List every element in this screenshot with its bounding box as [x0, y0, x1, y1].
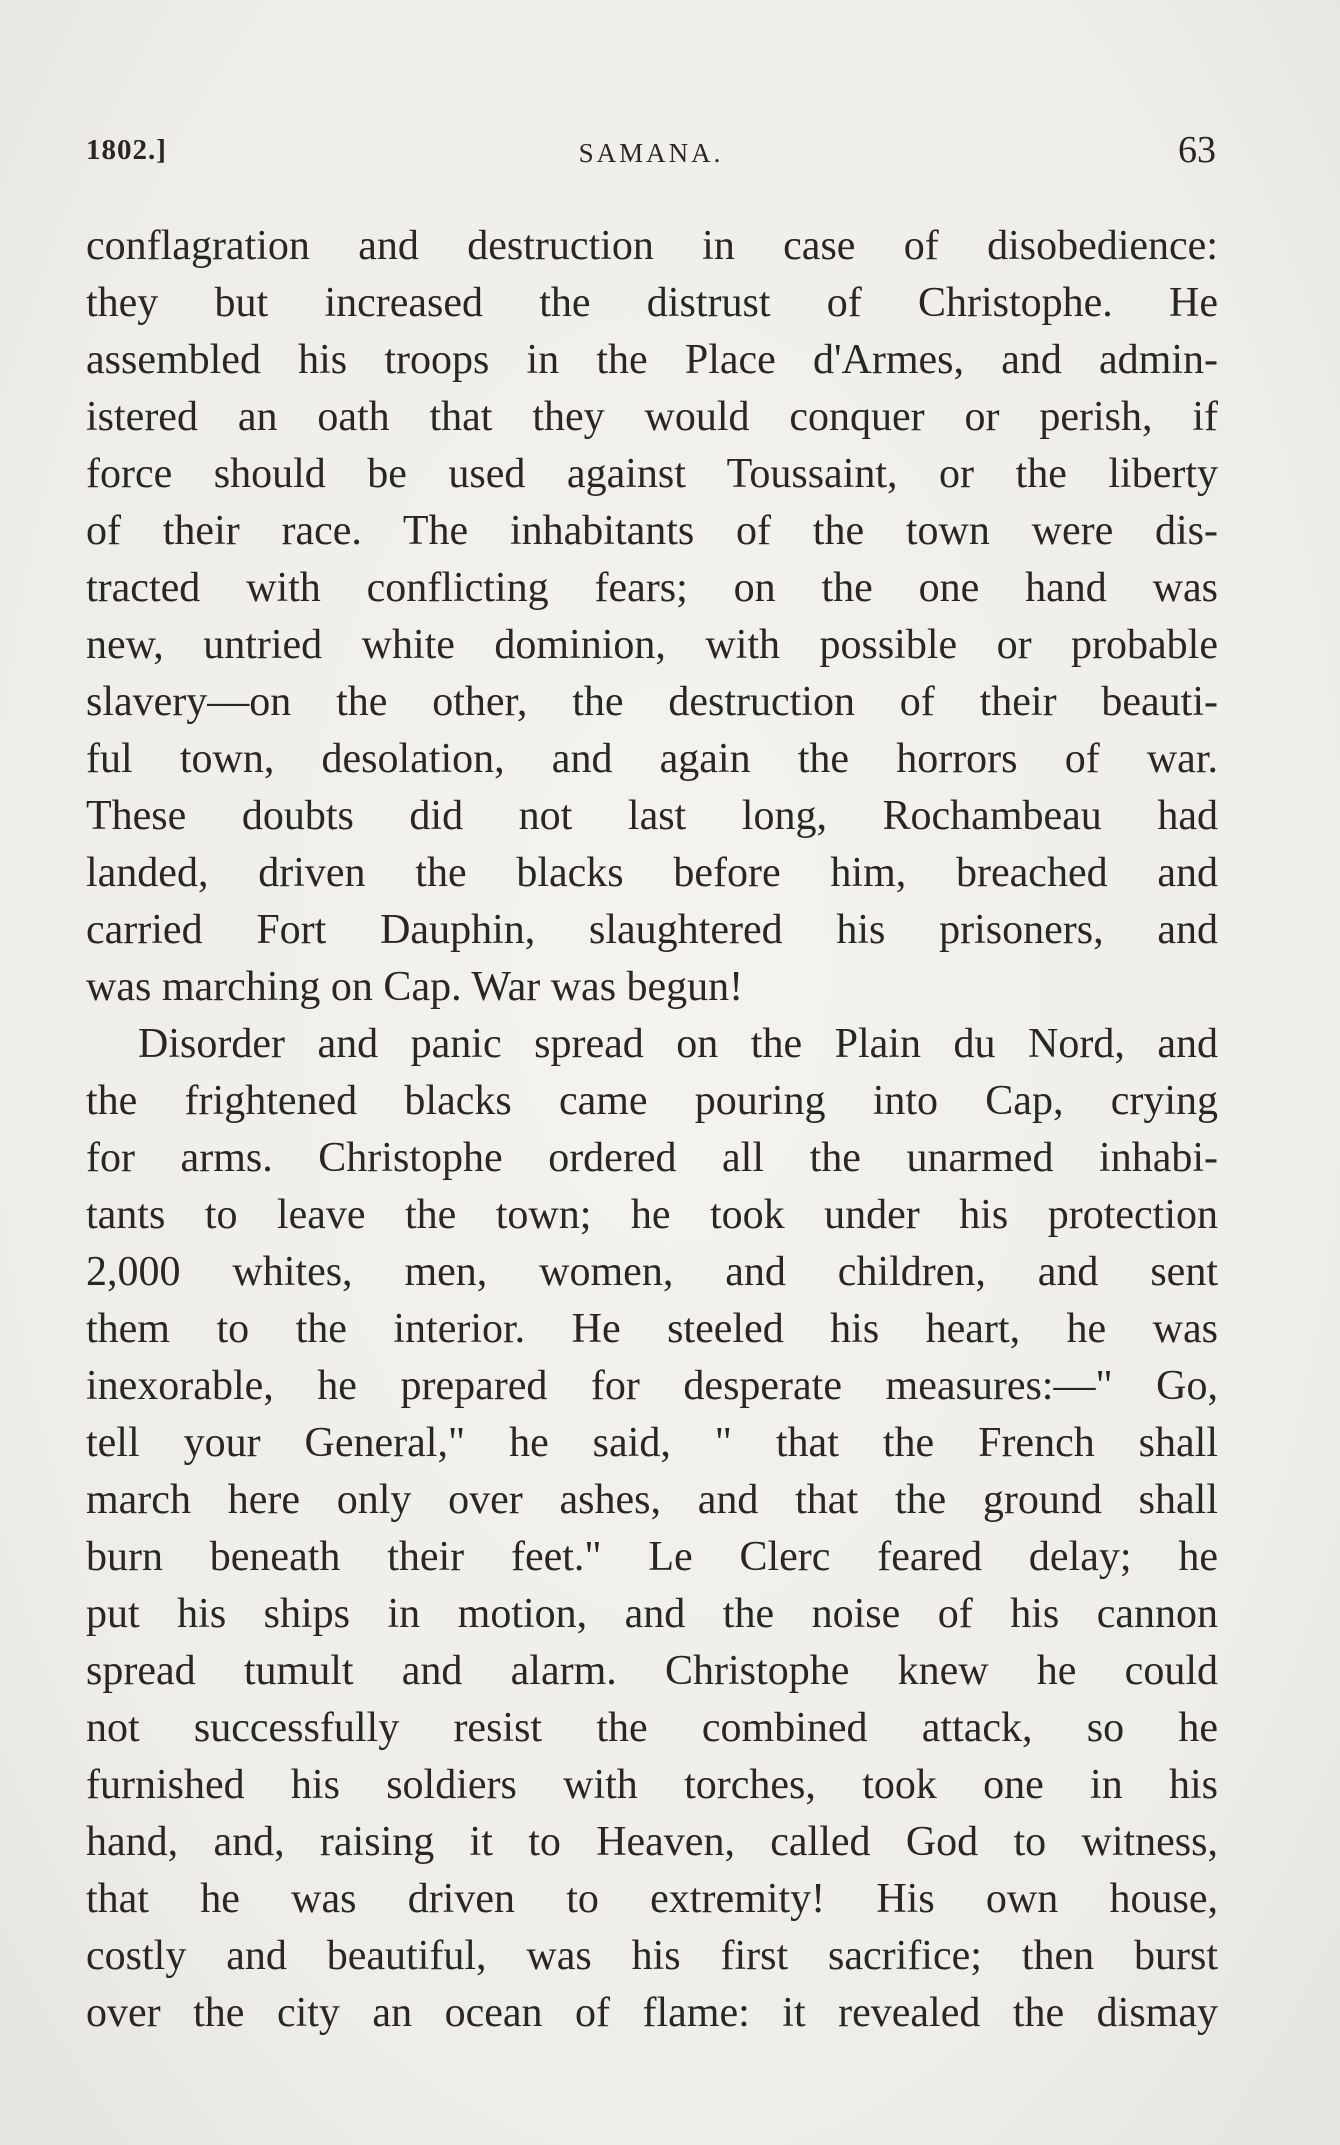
text-line: costly and beautiful, was his first sacrifice; then burst [86, 1933, 1218, 1979]
running-header [86, 128, 1216, 178]
text-line: was marching on Cap. War was begun! [86, 964, 744, 1010]
paragraph [86, 218, 1218, 1016]
text-line: landed, driven the blacks before him, breached and [86, 850, 1218, 896]
running-header-title: SAMANA. [578, 138, 724, 168]
text-line: inexorable, he prepared for desperate measures:—" Go, [86, 1363, 1218, 1409]
body-text [86, 218, 1218, 2042]
text-line: them to the interior. He steeled his heart, he was [86, 1306, 1218, 1352]
text-line: new, untried white dominion, with possible or probable [86, 622, 1218, 668]
text-line: 2,000 whites, men, women, and children, and sent [86, 1249, 1218, 1295]
text-line: assembled his troops in the Place d'Armes, and admin- [86, 337, 1218, 383]
text-line: tell your General," he said, " that the French shall [86, 1420, 1218, 1466]
page-number: 63 [1178, 129, 1216, 171]
running-header-year: 1802.] [86, 134, 167, 166]
text-line: the frightened blacks came pouring into Cap, crying [86, 1078, 1218, 1124]
text-line: over the city an ocean of flame: it revealed the dismay [86, 1990, 1218, 2036]
text-line: hand, and, raising it to Heaven, called God to witness, [86, 1819, 1218, 1865]
paragraph [86, 1016, 1218, 2042]
text-line: of their race. The inhabitants of the town were dis- [86, 508, 1218, 554]
text-line: march here only over ashes, and that the ground shall [86, 1477, 1218, 1523]
text-line: tants to leave the town; he took under his protection [86, 1192, 1218, 1238]
text-line: These doubts did not last long, Rochambeau had [86, 793, 1218, 839]
text-line: that he was driven to extremity! His own house, [86, 1876, 1218, 1922]
text-line: spread tumult and alarm. Christophe knew he could [86, 1648, 1218, 1694]
text-line: conflagration and destruction in case of disobedience: [86, 223, 1218, 269]
text-line: force should be used against Toussaint, or the liberty [86, 451, 1218, 497]
text-line: not successfully resist the combined attack, so he [86, 1705, 1218, 1751]
text-line: slavery—on the other, the destruction of their beauti- [86, 679, 1218, 725]
text-line: tracted with conflicting fears; on the one hand was [86, 565, 1218, 611]
text-line: Disorder and panic spread on the Plain du Nord, and [138, 1021, 1218, 1067]
text-line: they but increased the distrust of Christophe. He [86, 280, 1218, 326]
text-line: burn beneath their feet." Le Clerc feared delay; he [86, 1534, 1218, 1580]
text-line: put his ships in motion, and the noise of his cannon [86, 1591, 1218, 1637]
text-line: istered an oath that they would conquer or perish, if [86, 394, 1218, 440]
text-line: ful town, desolation, and again the horrors of war. [86, 736, 1218, 782]
text-line: carried Fort Dauphin, slaughtered his prisoners, and [86, 907, 1218, 953]
text-line: furnished his soldiers with torches, took one in his [86, 1762, 1218, 1808]
text-line: for arms. Christophe ordered all the unarmed inhabi- [86, 1135, 1218, 1181]
